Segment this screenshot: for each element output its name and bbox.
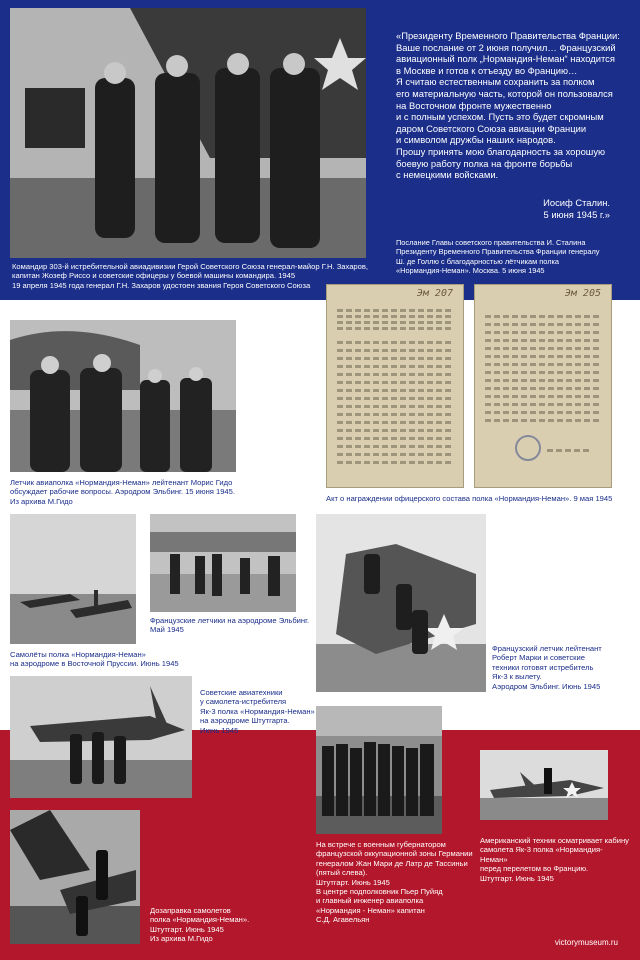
photo-refueling xyxy=(10,810,140,944)
caption-guido: Летчик авиаполка «Нормандия-Неман» лейтенант Морис Гидо обсуждает рабочие вопросы. Аэродром Эльбинг. 15 июня 1945. Из архива М.Гидо xyxy=(10,478,235,506)
photo-zakharov-officers xyxy=(10,8,366,258)
stalin-quote: «Президенту Временного Правительства Франции: Ваше послание от 2 июня получил… Французский авиационный полк „Нормандия-Неман“ находится в Москве и готов к отъезду во Францию… Я считаю естественным сохранить за полком его материальную часть, которой он пользовался на Восточном фронте мужественно и с полным успехом. Пусть это будет скромным даром Советского Союза авиации Франции и символом дружбы наших народов. Прошу принять мою благодарность за хорошую боевую работу полка на фронте борьбы с немецкими войсками. xyxy=(396,30,620,181)
photo-maurice-guido xyxy=(10,320,236,472)
caption-planes-prussia: Самолёты полка «Нормандия-Неман» на аэродроме в Восточной Пруссии. Июнь 1945 xyxy=(10,650,179,669)
caption-zakharov: Командир 303-й истребительной авиадивизии Герой Советского Союза генерал-майор Г.Н. Захаров, капитан Жозеф Риссо и советские офицеры у боевой машины командира. 1945 19 апреля 1945 года генерал Г.Н. Захаров удостоен звания Героя Советского Союза xyxy=(12,262,369,290)
photo-french-pilots xyxy=(150,514,296,612)
photo-governor-meeting xyxy=(316,706,442,834)
photo-marchi-yak3 xyxy=(316,514,486,692)
quote-note: Послание Главы советского правительства И. Сталина Президенту Временного Правительства Франции генералу Ш. де Голлю с благодарностью лётчикам полка «Нормандия-Неман». Москва. 5 июня 1945 xyxy=(396,238,600,276)
award-document-left xyxy=(326,284,464,488)
caption-marchi: Французский летчик лейтенант Роберт Марки и советские техники готовят истребитель Як-3 к вылету. Аэродром Эльбинг. Июнь 1945 xyxy=(492,644,602,691)
stalin-signature: Иосиф Сталин. 5 июня 1945 г.» xyxy=(543,197,610,220)
photo-technicians-stuttgart xyxy=(10,676,192,798)
caption-award: Акт о награждении офицерского состава полка «Нормандия-Неман». 9 мая 1945 xyxy=(326,494,613,503)
caption-american: Американский техник осматривает кабину самолета Як-3 полка «Нормандия-Неман» перед перелетом во Францию. Штутгарт. Июнь 1945 xyxy=(480,836,629,883)
site-url[interactable]: victorymuseum.ru xyxy=(554,938,618,947)
photo-american-technician xyxy=(480,750,608,820)
caption-french-pilots: Французские летчики на аэродроме Эльбинг. Май 1945 xyxy=(150,616,310,635)
award-document-right xyxy=(474,284,612,488)
document-stamp xyxy=(515,435,541,461)
photo-planes-prussia xyxy=(10,514,136,644)
caption-refueling: Дозаправка самолетов полка «Нормандия-Неман». Штутгарт. Июнь 1945 Из архива М.Гидо xyxy=(150,906,250,944)
caption-governor: На встрече с военным губернатором французской оккупационной зоны Германии генералом Жан Мари де Латр де Тассиньи (пятый слева). Штутгарт. Июнь 1945 В центре подполковник Пьер Пуйяд и главный инженер авиаполка «Нормандия - Неман» капитан С.Д. Агавельян xyxy=(316,840,473,925)
document-number-right: Эм 205 xyxy=(564,288,601,299)
caption-technicians: Советские авиатехники у самолета-истребителя Як-3 полка «Нормандия-Неман» на аэродроме Штутгарта. Июнь 1945 xyxy=(200,688,315,735)
document-number-left: Эм 207 xyxy=(416,288,453,299)
